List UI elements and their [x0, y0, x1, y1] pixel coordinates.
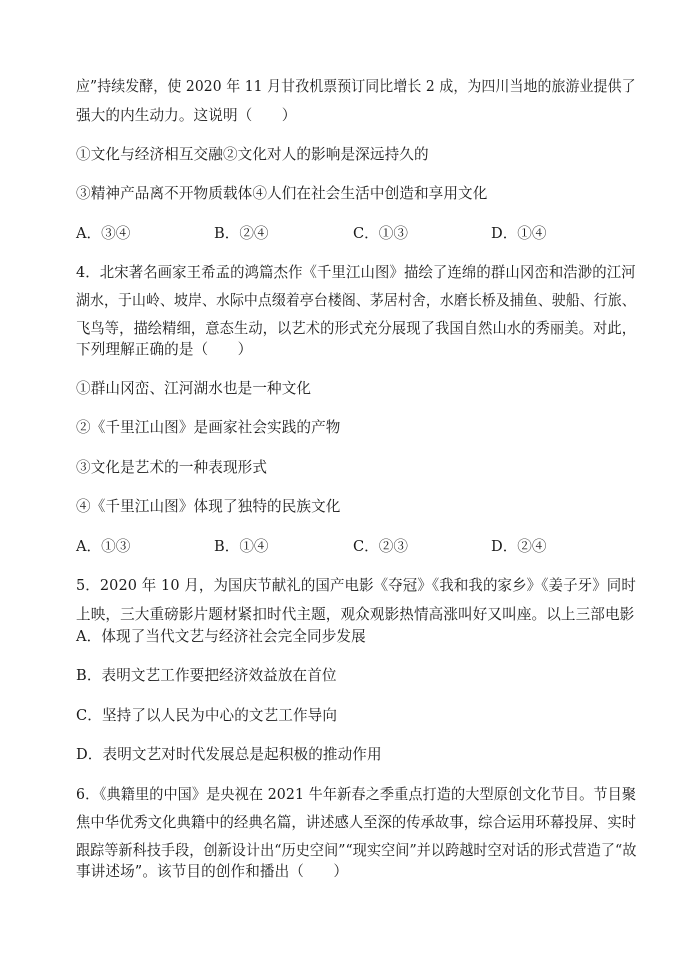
option-d: D．表明文艺对时代发展总是起积极的推动作用: [76, 746, 382, 763]
question-text-line: 湖水，于山岭、坡岸、水际中点缀着亭台楼阁、茅居村舍，水磨长桥及捕鱼、驶船、行旅、: [76, 292, 636, 309]
question-text-line: 4．北宋著名画家王希孟的鸿篇杰作《千里江山图》描绘了连绵的群山冈峦和浩渺的江河: [76, 264, 636, 281]
option-b: B．①④: [214, 538, 269, 555]
question-text-line: 跟踪等新科技手段，创新设计出“历史空间”“现实空间”并以跨越时空对话的形式营造了“故: [76, 842, 637, 859]
question-text-line: 强大的内生动力。这说明（ ）: [76, 107, 297, 124]
question-text-line: 焦中华优秀文化典籍中的经典名篇，讲述感人至深的传承故事，综合运用环幕投屏、实时: [76, 814, 637, 831]
question-text-line: 6．《典籍里的中国》是央视在 2021 牛年新春之季重点打造的大型原创文化节目。节目聚: [76, 786, 637, 803]
option-d: D．②④: [491, 538, 547, 555]
statement-line: ①群山冈峦、江河湖水也是一种文化: [76, 380, 312, 397]
statement-line: ①文化与经济相互交融②文化对人的影响是深远持久的: [76, 146, 429, 163]
question-text-line: 事讲述场”。该节目的创作和播出（ ）: [76, 863, 349, 880]
option-c: C．②③: [353, 538, 408, 555]
question-text-line: 应”持续发酵，使 2020 年 11 月甘孜机票预订同比增长 2 成，为四川当地的旅游业提供了: [76, 78, 636, 95]
option-d: D．①④: [491, 225, 547, 242]
option-a: A．体现了当代文艺与经济社会完全同步发展: [76, 628, 366, 645]
statement-line: ③文化是艺术的一种表现形式: [76, 459, 268, 476]
option-a: A．③④: [76, 225, 131, 242]
statement-line: ④《千里江山图》体现了独特的民族文化: [76, 498, 341, 515]
option-c: C．坚持了以人民为中心的文艺工作导向: [76, 707, 338, 724]
option-b: B．②④: [214, 225, 269, 242]
option-a: A．①③: [76, 538, 131, 555]
question-text-line: 上映，三大重磅影片题材紧扣时代主题，观众观影热情高涨叫好又叫座。以上三部电影: [76, 606, 635, 623]
statement-line: ③精神产品离不开物质载体④人们在社会生活中创造和享用文化: [76, 185, 488, 202]
option-b: B．表明文艺工作要把经济效益放在首位: [76, 667, 337, 684]
statement-line: ②《千里江山图》是画家社会实践的产物: [76, 419, 341, 436]
answer-options: [76, 224, 636, 244]
question-text-line: 飞鸟等，描绘精细，意态生动，以艺术的形式充分展现了我国自然山水的秀丽美。对此，: [76, 320, 637, 337]
option-c: C．①③: [353, 225, 408, 242]
answer-options: [76, 537, 636, 557]
question-text-line: 下列理解正确的是（ ）: [76, 341, 253, 358]
question-text-line: 5．2020 年 10 月，为国庆节献礼的国产电影《夺冠》《我和我的家乡》《姜子牙》同时: [76, 577, 636, 594]
